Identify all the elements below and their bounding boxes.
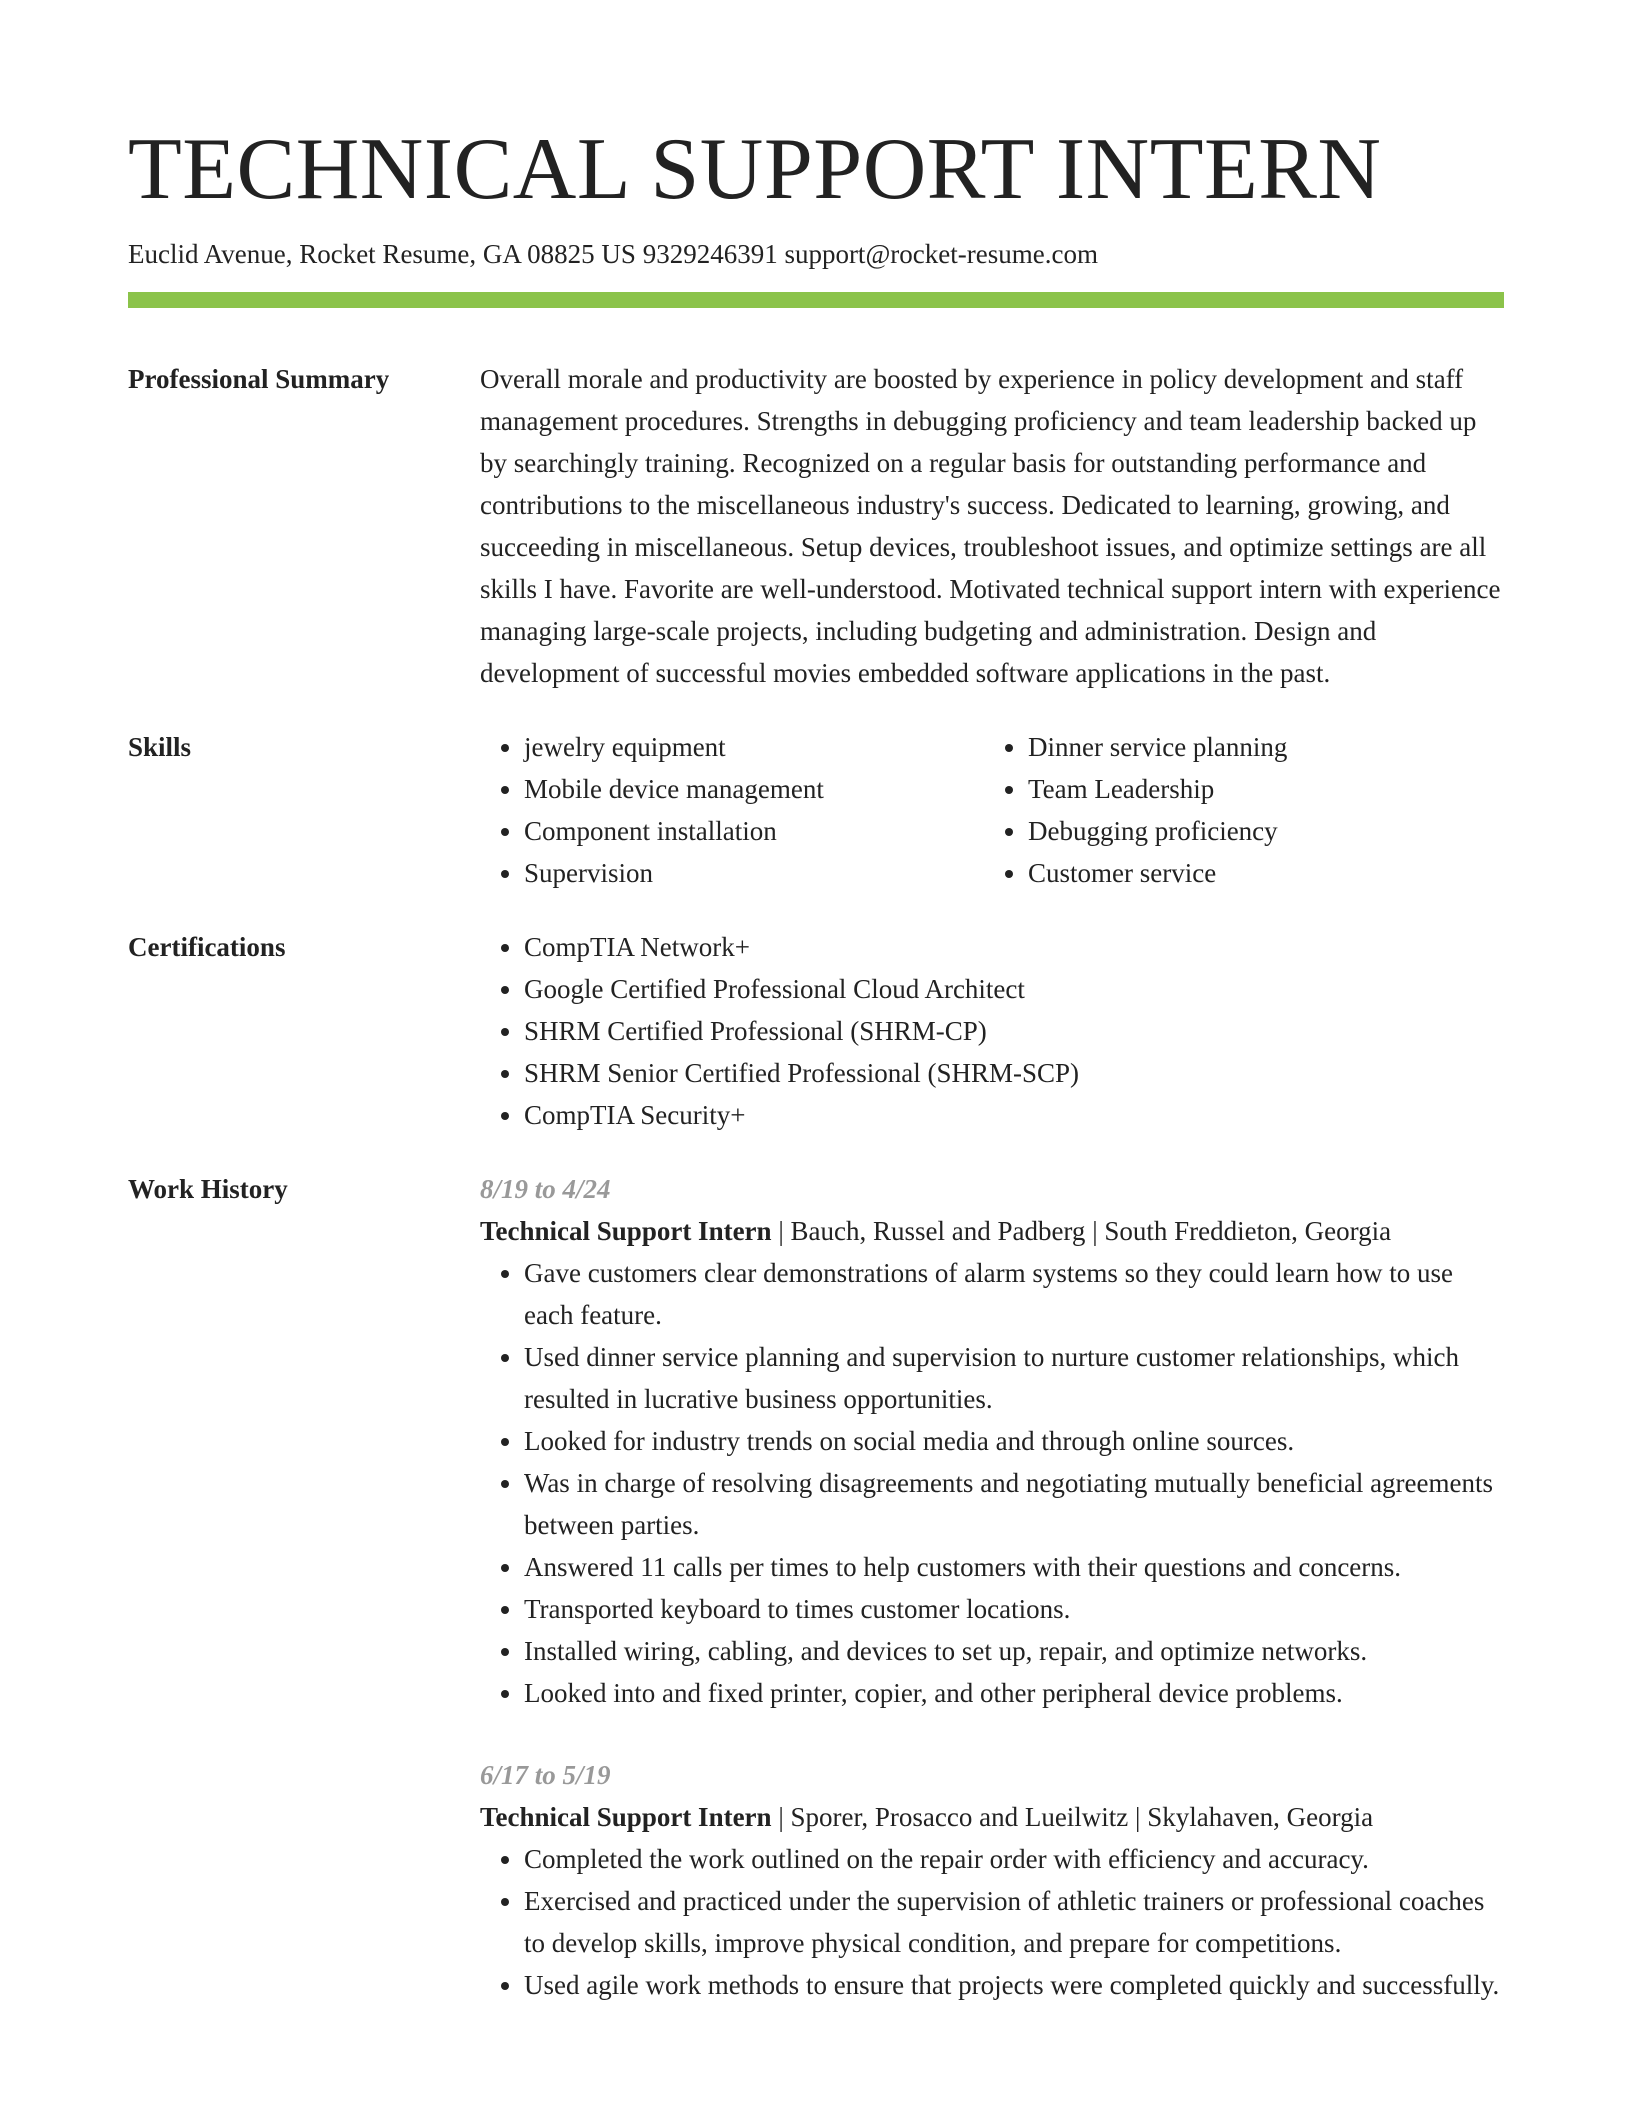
job-entry xyxy=(480,1168,1504,1714)
skill-item: • Debugging proficiency xyxy=(1028,810,1504,852)
job-bullet: • Installed wiring, cabling, and devices to set up, repair, and optimize networks. xyxy=(524,1630,1504,1672)
job-bullet: • Looked for industry trends on social media and through online sources. xyxy=(524,1420,1504,1462)
skills-column-right xyxy=(984,726,1504,894)
skills-body xyxy=(480,726,1504,894)
summary-body xyxy=(480,358,1504,694)
job-bullet: • Used dinner service planning and supervision to nurture customer relationships, which resulted in lucrative business opportunities. xyxy=(524,1336,1504,1420)
work-history-body xyxy=(480,1168,1504,2006)
contact-line: Euclid Avenue, Rocket Resume, GA 08825 US 9329246391 support@rocket-resume.com xyxy=(128,239,1098,269)
work-history-heading: Work History xyxy=(128,1174,288,1204)
certification-item: • CompTIA Security+ xyxy=(524,1094,1504,1136)
accent-divider xyxy=(128,292,1504,308)
skills-heading: Skills xyxy=(128,732,192,762)
skill-item: • Customer service xyxy=(1028,852,1504,894)
summary-section xyxy=(128,358,1504,694)
job-separator: | xyxy=(1085,1216,1105,1246)
certifications-section xyxy=(128,926,1504,1136)
job-bullet: • Completed the work outlined on the repair order with efficiency and accuracy. xyxy=(524,1838,1504,1880)
job-title: Technical Support Intern xyxy=(480,1802,772,1832)
certification-item: • SHRM Senior Certified Professional (SHRM-SCP) xyxy=(524,1052,1504,1094)
job-heading-line xyxy=(480,1796,1504,1838)
job-bullet: • Transported keyboard to times customer locations. xyxy=(524,1588,1504,1630)
certification-item: • CompTIA Network+ xyxy=(524,926,1504,968)
job-title: Technical Support Intern xyxy=(480,1216,772,1246)
job-bullet: • Looked into and fixed printer, copier, and other peripheral device problems. xyxy=(524,1672,1504,1714)
certification-item: • Google Certified Professional Cloud Architect xyxy=(524,968,1504,1010)
job-dates: 8/19 to 4/24 xyxy=(480,1174,611,1204)
job-separator: | xyxy=(771,1802,791,1832)
job-bullet: • Answered 11 calls per times to help customers with their questions and concerns. xyxy=(524,1546,1504,1588)
job-location: Skylahaven, Georgia xyxy=(1147,1802,1374,1832)
job-location: South Freddieton, Georgia xyxy=(1104,1216,1392,1246)
job-company: Sporer, Prosacco and Lueilwitz xyxy=(790,1802,1129,1832)
job-dates: 6/17 to 5/19 xyxy=(480,1760,611,1790)
skill-item: • Supervision xyxy=(524,852,984,894)
certifications-body xyxy=(480,926,1504,1136)
job-company: Bauch, Russel and Padberg xyxy=(790,1216,1086,1246)
certification-item: • SHRM Certified Professional (SHRM-CP) xyxy=(524,1010,1504,1052)
job-heading-line xyxy=(480,1210,1504,1252)
skill-item: • jewelry equipment xyxy=(524,726,984,768)
job-separator: | xyxy=(771,1216,791,1246)
summary-text: Overall morale and productivity are boosted by experience in policy development and staff management procedures. Strengths in debugging proficiency and team leadership backed up by searchingly training. Recognized on a regular basis for outstanding performance and contributions to the miscellaneous industry's success. Dedicated to learning, growing, and succeeding in miscellaneous. Setup devices, troubleshoot issues, and optimize settings are all skills I have. Favorite are well-understood. Motivated technical support intern with experience managing large-scale projects, including budgeting and administration. Design and development of successful movies embedded software applications in the past. xyxy=(480,364,1501,688)
job-bullet-list xyxy=(480,1252,1504,1714)
resume-title: TECHNICAL SUPPORT INTERN xyxy=(128,121,1382,218)
job-separator: | xyxy=(1128,1802,1148,1832)
skill-item: • Component installation xyxy=(524,810,984,852)
skills-section xyxy=(128,726,1504,894)
job-bullet: • Gave customers clear demonstrations of alarm systems so they could learn how to use each feature. xyxy=(524,1252,1504,1336)
skills-column-left xyxy=(480,726,984,894)
skill-item: • Mobile device management xyxy=(524,768,984,810)
job-bullet: • Used agile work methods to ensure that projects were completed quickly and successfully. xyxy=(524,1964,1504,2006)
work-history-section xyxy=(128,1168,1504,2006)
skill-item: • Dinner service planning xyxy=(1028,726,1504,768)
summary-heading: Professional Summary xyxy=(128,364,390,394)
job-bullet: • Was in charge of resolving disagreements and negotiating mutually beneficial agreements between parties. xyxy=(524,1462,1504,1546)
job-bullet: • Exercised and practiced under the supervision of athletic trainers or professional coaches to develop skills, improve physical condition, and prepare for competitions. xyxy=(524,1880,1504,1964)
certifications-heading: Certifications xyxy=(128,932,286,962)
job-entry xyxy=(480,1754,1504,2006)
skill-item: • Team Leadership xyxy=(1028,768,1504,810)
job-bullet-list xyxy=(480,1838,1504,2006)
skills-grid xyxy=(480,726,1504,894)
